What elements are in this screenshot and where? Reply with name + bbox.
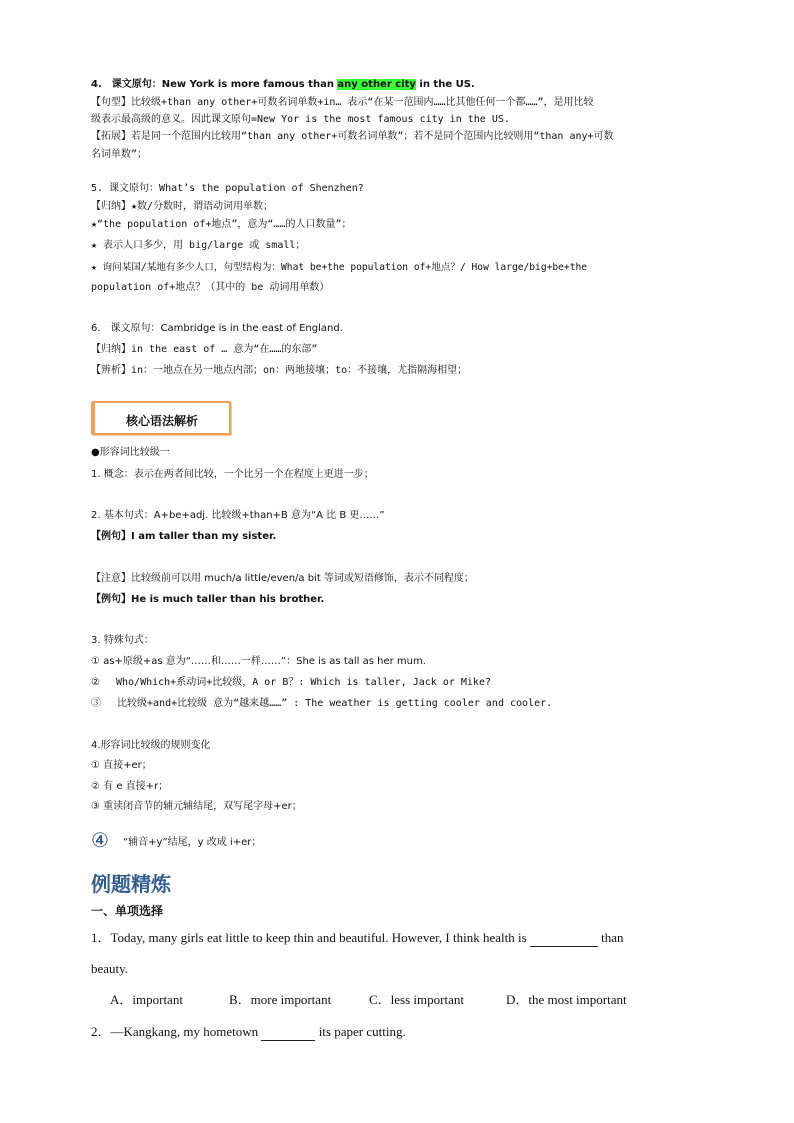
grammar-section-box: [91, 401, 231, 435]
question-1: [91, 930, 624, 947]
s4-line1-end: in the US.: [415, 79, 475, 90]
grammar-p2-example: 【例句】I am taller than my sister.: [91, 531, 277, 542]
q1-blank[interactable]: [530, 930, 598, 947]
question-2: [91, 1024, 406, 1041]
s5-line3: ★“the population of+地点”，意为“……的人口数量”；: [91, 219, 352, 230]
s4-line1-text: 4. 课文原句：New York is more famous than: [91, 79, 338, 90]
s5-line6: population of+地点？（其中的 be 动词用单数）: [91, 282, 330, 293]
grammar-p4-3: ③ 重读闭音节的辅元辅结尾，双写尾字母+er；: [91, 801, 302, 812]
q2-text-end: its paper cutting.: [318, 1024, 406, 1039]
q2-blank[interactable]: [261, 1024, 315, 1041]
grammar-p4-1: ① 直接+er；: [91, 760, 152, 771]
exercise-subtitle: 一、单项选择: [91, 904, 164, 918]
highlighted-phrase: any other city: [337, 79, 416, 90]
grammar-p4-4: “辅音+y”结尾，y 改成 i+er；: [123, 837, 262, 848]
grammar-note: 【注意】比较级前可以用 much/a little/even/a bit 等词或短语修饰，表示不同程度；: [91, 573, 474, 584]
s6-line1: 6. 课文原句：Cambridge is in the east of England.: [91, 323, 343, 334]
grammar-note-example: 【例句】He is much taller than his brother.: [91, 594, 325, 605]
s4-line3: 级表示最高级的意义。因此课文原句=New Yor is the most famous city in the US.: [91, 114, 510, 125]
s4-line1: [91, 78, 475, 92]
grammar-heading: ●形容词比较级一: [91, 447, 170, 458]
q1-text-end: than: [601, 930, 624, 945]
q2-text: 2．—Kangkang, my hometown: [91, 1024, 259, 1039]
grammar-p3-2: ② Who/Which+系动词+比较级，A or B？: Which is taller, Jack or Mike?: [91, 677, 491, 688]
grammar-p4: 4.形容词比较级的规则变化: [91, 740, 211, 751]
q1-option-a[interactable]: A．important: [110, 992, 183, 1007]
s4-line2: 【句型】比较级+than any other+可数名词单数+in… 表示“在某一范围内……比其他任何一个都……”，是用比较: [91, 97, 594, 108]
s6-line2: 【归纳】in the east of … 意为“在……的东部”: [91, 344, 318, 355]
s5-line1: 5. 课文原句：What’s the population of Shenzhen?: [91, 183, 364, 194]
q1-option-d[interactable]: D．the most important: [506, 992, 627, 1007]
grammar-p4-4-mark: ④: [91, 828, 109, 852]
s4-line5: 名词单数”；: [91, 149, 148, 160]
s5-line2: 【归纳】★数/分数时，谓语动词用单数；: [91, 201, 274, 212]
grammar-box-label: 核心语法解析: [125, 414, 198, 428]
section-title: 例题精炼: [91, 872, 171, 896]
grammar-p3-3: ③ 比较级+and+比较级 意为“越来越……” : The weather is getting cooler and cooler.: [91, 698, 553, 709]
question-1-line2: beauty.: [91, 961, 129, 976]
q1-text: 1．Today, many girls eat little to keep thin and beautiful. However, I think health is: [91, 930, 527, 945]
q1-option-b[interactable]: B．more important: [229, 992, 332, 1007]
grammar-p1: 1. 概念：表示在两者间比较，一个比另一个在程度上更进一步；: [91, 469, 374, 480]
s5-line5: ★ 询问某国/某地有多少人口，句型结构为：What be+the population of+地点？/ How large/big+be+the: [91, 262, 588, 273]
s6-line3: 【辨析】in：一地点在另一地点内部；on：两地接壤；to：不接壤，尤指隔海相望；: [91, 365, 468, 376]
grammar-p3: 3. 特殊句式：: [91, 635, 154, 646]
s5-line4: ★ 表示人口多少，用 big/large 或 small；: [91, 240, 306, 251]
q1-option-c[interactable]: C．less important: [369, 992, 464, 1007]
grammar-p4-2: ② 有 e 直接+r；: [91, 781, 169, 792]
grammar-p2: 2. 基本句式：A+be+adj. 比较级+than+B 意为“A 比 B 更……”: [91, 510, 385, 521]
s4-line4: 【拓展】若是同一个范围内比较用“than any other+可数名词单数”；若不是同个范围内比较则用“than any+可数: [91, 131, 614, 142]
grammar-p3-1: ① as+原级+as 意为“……和……一样……”：She is as tall as her mum.: [91, 656, 426, 667]
